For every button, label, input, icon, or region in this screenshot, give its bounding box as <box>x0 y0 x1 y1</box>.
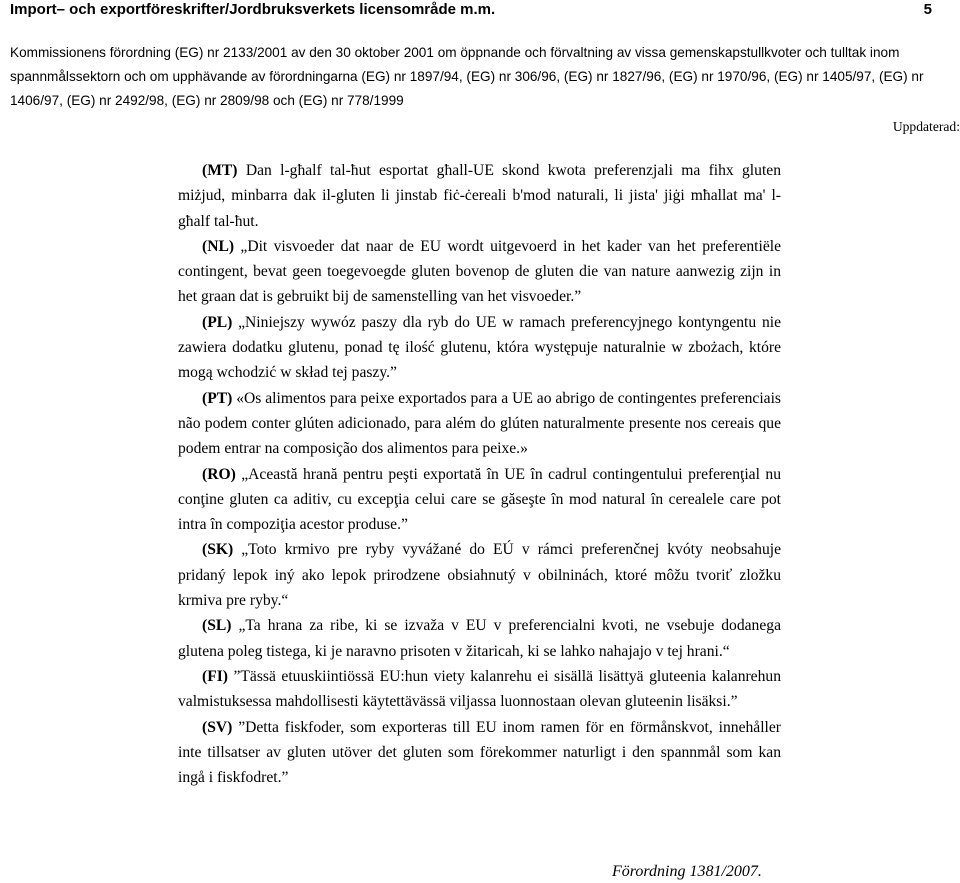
paragraph-text: ”Detta fiskfoder, som exporteras till EU inom ramen för en förmånskvot, innehåller inte tillsatser av gluten utöver det gluten som förekommer naturligt i den spannmål som kan ingå i fiskfodret.” <box>178 718 781 787</box>
language-code: (SL) <box>202 617 232 635</box>
paragraph-text: ”Tässä etuuskiintiössä EU:hun viety kalanrehu ei sisällä lisättyä gluteenia kalanrehun valmistuksessa mahdollisesti käytettävässä viljassa luonnostaan olevan gluteenin lisäksi.” <box>178 667 781 711</box>
page-header <box>10 0 950 113</box>
paragraph-nl <box>178 234 781 310</box>
paragraph-text: „Toto krmivo pre ryby vyvážané do EÚ v rámci preferenčnej kvóty neobsahuje pridaný lepok iný ako lepok prirodzene obsiahnutý v obilninách, ktoré môžu tvoriť zložku krmiva pre ryby.“ <box>178 541 781 610</box>
regulation-reference: Förordning 1381/2007. <box>612 863 762 880</box>
paragraph-text: „Ta hrana za ribe, ki se izvaža v EU v preferencialni kvoti, ne vsebuje dodanega glutena poleg tistega, ki je naravno prisoten v žitaricah, ki se lahko nahajajo v tej hrani.“ <box>178 617 781 660</box>
page-number: 5 <box>923 1 932 18</box>
paragraph-sk <box>178 537 781 613</box>
header-top-row <box>10 0 950 20</box>
paragraph-text: „Dit visvoeder dat naar de EU wordt uitgevoerd in het kader van het preferentiële contingent, bevat geen toegevoegde gluten bovenop de gluten die van nature aanwezig zijn in het graan dat is gebruikt bij de samenstelling van het visvoeder.” <box>178 237 781 306</box>
language-code: (PL) <box>202 313 233 331</box>
paragraph-text: Dan l-għalf tal-ħut esportat għall-UE skond kwota preferenzjali ma fihx gluten miżjud, minbarra dak il-gluten li jinstab fiċ-ċereali b'mod naturali, li jista' jiġi mħallat ma' l-għalf tal-ħut. <box>178 162 781 230</box>
paragraph-text: „Niniejszy wywóz paszy dla ryb do UE w ramach preferencyjnego kontyngentu nie zawiera dodatku glutenu, ponad tę ilość glutenu, która występuje naturalnie w zbożach, które mogą wchodzić w skład tej paszy.” <box>178 313 781 382</box>
paragraph-sv <box>178 715 781 791</box>
language-code: (MT) <box>202 162 238 179</box>
language-code: (SV) <box>202 718 233 736</box>
paragraph-mt <box>178 158 781 234</box>
paragraph-ro <box>178 462 781 538</box>
regulation-description: Kommissionens förordning (EG) nr 2133/2001 av den 30 oktober 2001 om öppnande och förvaltning av vissa gemenskapstullkvoter och tulltak inom spannmålssektorn och om upphävande av förordningarna (EG) nr 1897/94, (EG) nr 306/96, (EG) nr 1827/96, (EG) nr 1970/96, (EG) nr 1405/97, (EG) nr 1406/97, (EG) nr 2492/98, (EG) nr 2809/98 och (EG) nr 778/1999 <box>10 45 924 108</box>
document-body <box>178 158 781 790</box>
paragraph-fi <box>178 664 781 715</box>
paragraph-pt <box>178 386 781 462</box>
paragraph-sl <box>178 613 781 664</box>
language-code: (PT) <box>202 389 233 407</box>
paragraph-text: «Os alimentos para peixe exportados para a UE ao abrigo de contingentes preferenciais não podem conter glúten adicionado, para além do glúten naturalmente presente nos cereais que podem entrar na composição dos alimentos para peixe.» <box>178 389 781 458</box>
language-code: (FI) <box>202 667 228 685</box>
language-code: (NL) <box>202 237 235 255</box>
updated-label: Uppdaterad: <box>892 119 960 134</box>
document-title: Import– och exportföreskrifter/Jordbruksverkets licensområde m.m. <box>10 1 496 18</box>
language-code: (SK) <box>202 541 234 559</box>
paragraph-text: „Această hrană pentru peşti exportată în UE în cadrul contingentului preferenţial nu conţine gluten ca aditiv, cu excepţia celui care se găseşte în mod natural în cerealele care pot intra în compoziţia acestor produse.” <box>178 465 781 534</box>
language-code: (RO) <box>202 465 236 483</box>
paragraph-pl <box>178 310 781 386</box>
